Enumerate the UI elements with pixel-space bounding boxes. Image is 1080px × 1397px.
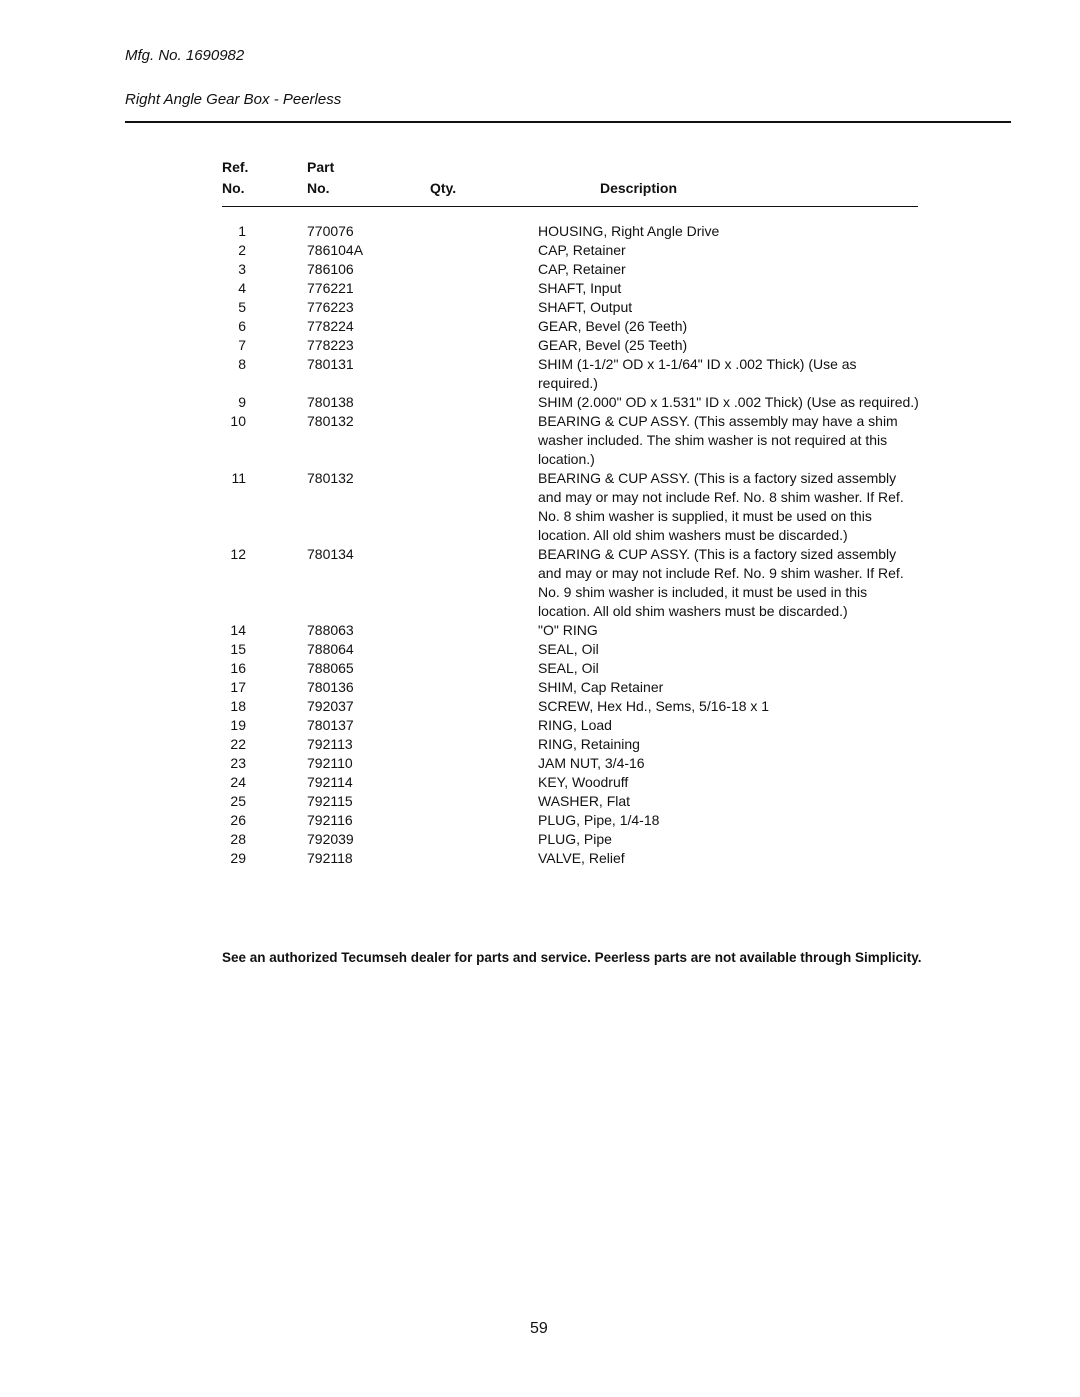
description: JAM NUT, 3/4-16 bbox=[538, 755, 645, 771]
parts-table bbox=[222, 222, 922, 868]
ref-number: 6 bbox=[238, 318, 246, 334]
description: SEAL, Oil bbox=[538, 660, 599, 676]
part-number: 778223 bbox=[307, 337, 354, 353]
part-number: 776223 bbox=[307, 299, 354, 315]
ref-number: 9 bbox=[238, 394, 246, 410]
description: "O" RING bbox=[538, 622, 598, 638]
part-number: 780131 bbox=[307, 356, 354, 372]
table-row bbox=[222, 412, 922, 469]
description: CAP, Retainer bbox=[538, 261, 626, 277]
table-row bbox=[222, 640, 922, 659]
part-number: 792118 bbox=[307, 850, 353, 866]
part-number: 770076 bbox=[307, 223, 354, 239]
description: RING, Load bbox=[538, 717, 612, 733]
ref-number: 11 bbox=[231, 470, 246, 486]
table-row bbox=[222, 260, 922, 279]
part-number: 786104A bbox=[307, 242, 364, 258]
part-number: 780132 bbox=[307, 470, 354, 486]
ref-number: 2 bbox=[238, 242, 246, 258]
description: VALVE, Relief bbox=[538, 850, 625, 866]
part-number: 780132 bbox=[307, 413, 354, 429]
part-number: 780137 bbox=[307, 717, 354, 733]
table-row bbox=[222, 336, 922, 355]
ref-number: 26 bbox=[230, 812, 246, 828]
part-number: 792115 bbox=[307, 793, 353, 809]
ref-number: 29 bbox=[230, 850, 246, 866]
description: SHIM (2.000" OD x 1.531" ID x .002 Thick) (Use as required.) bbox=[538, 394, 919, 410]
part-number: 792037 bbox=[307, 698, 354, 714]
part-number: 792110 bbox=[307, 755, 353, 771]
table-row bbox=[222, 222, 922, 241]
part-number: 792113 bbox=[307, 736, 353, 752]
part-number: 786106 bbox=[307, 261, 354, 277]
description: KEY, Woodruff bbox=[538, 774, 629, 790]
description: SHIM, Cap Retainer bbox=[538, 679, 664, 695]
table-row bbox=[222, 621, 922, 640]
description: RING, Retaining bbox=[538, 736, 640, 752]
part-number: 776221 bbox=[307, 280, 354, 296]
ref-number: 12 bbox=[230, 546, 246, 562]
table-row bbox=[222, 735, 922, 754]
ref-number: 16 bbox=[230, 660, 246, 676]
table-row bbox=[222, 716, 922, 735]
ref-number: 14 bbox=[230, 622, 246, 638]
ref-number: 23 bbox=[230, 755, 246, 771]
header-rule bbox=[125, 121, 1011, 123]
description: CAP, Retainer bbox=[538, 242, 626, 258]
description: GEAR, Bevel (25 Teeth) bbox=[538, 337, 688, 353]
table-row bbox=[222, 298, 922, 317]
ref-number: 10 bbox=[230, 413, 246, 429]
page-number: 59 bbox=[530, 1320, 548, 1337]
table-row bbox=[222, 792, 922, 811]
column-header-rule bbox=[222, 206, 918, 207]
part-header-line1: Part bbox=[307, 159, 335, 175]
table-row bbox=[222, 241, 922, 260]
ref-header-line1: Ref. bbox=[222, 159, 249, 175]
table-row bbox=[222, 697, 922, 716]
ref-number: 19 bbox=[230, 717, 246, 733]
part-number: 780136 bbox=[307, 679, 354, 695]
description: SHAFT, Input bbox=[538, 280, 622, 296]
ref-number: 24 bbox=[230, 774, 246, 790]
description: PLUG, Pipe bbox=[538, 831, 612, 847]
ref-number: 17 bbox=[230, 679, 246, 695]
part-number: 792039 bbox=[307, 831, 354, 847]
ref-number: 4 bbox=[238, 280, 246, 296]
section-title: Right Angle Gear Box - Peerless bbox=[125, 91, 342, 108]
description: HOUSING, Right Angle Drive bbox=[538, 223, 720, 239]
ref-number: 25 bbox=[230, 793, 246, 809]
table-row bbox=[222, 545, 922, 621]
part-number: 778224 bbox=[307, 318, 354, 334]
ref-number: 22 bbox=[230, 736, 246, 752]
ref-no-header bbox=[222, 157, 248, 199]
table-row bbox=[222, 317, 922, 336]
table-row bbox=[222, 469, 922, 545]
table-row bbox=[222, 811, 922, 830]
dealer-note: See an authorized Tecumseh dealer for parts and service. Peerless parts are not available through Simplicity. bbox=[222, 950, 922, 965]
ref-number: 28 bbox=[230, 831, 246, 847]
description: BEARING & CUP ASSY. (This assembly may have a shim washer included. The shim washer is not required at this location.) bbox=[538, 413, 898, 467]
table-row bbox=[222, 830, 922, 849]
ref-number: 18 bbox=[230, 698, 246, 714]
description: WASHER, Flat bbox=[538, 793, 631, 809]
ref-number: 3 bbox=[238, 261, 246, 277]
table-row bbox=[222, 355, 922, 393]
part-number: 788065 bbox=[307, 660, 354, 676]
part-number: 788063 bbox=[307, 622, 354, 638]
description: SHIM (1-1/2" OD x 1-1/64" ID x .002 Thick) (Use as required.) bbox=[538, 356, 857, 391]
part-header-line2: No. bbox=[307, 180, 330, 196]
description: PLUG, Pipe, 1/4-18 bbox=[538, 812, 660, 828]
table-row bbox=[222, 393, 922, 412]
description: SCREW, Hex Hd., Sems, 5/16-18 x 1 bbox=[538, 698, 770, 714]
table-row bbox=[222, 773, 922, 792]
table-row bbox=[222, 678, 922, 697]
description: SHAFT, Output bbox=[538, 299, 633, 315]
ref-number: 15 bbox=[230, 641, 246, 657]
table-row bbox=[222, 659, 922, 678]
ref-number: 1 bbox=[238, 223, 246, 239]
part-number: 788064 bbox=[307, 641, 354, 657]
table-row bbox=[222, 754, 922, 773]
ref-header-line2: No. bbox=[222, 180, 245, 196]
part-number: 780138 bbox=[307, 394, 354, 410]
part-number: 780134 bbox=[307, 546, 354, 562]
ref-number: 8 bbox=[238, 356, 246, 372]
part-number: 792116 bbox=[307, 812, 353, 828]
ref-number: 5 bbox=[238, 299, 246, 315]
description: BEARING & CUP ASSY. (This is a factory sized assembly and may or may not include Ref. No. 9 shim washer. If Ref. No. 9 shim washer is included, it must be used in this location. All old shim washers must be discarded.) bbox=[538, 546, 904, 619]
qty-header: Qty. bbox=[430, 180, 457, 196]
mfg-number: Mfg. No. 1690982 bbox=[125, 47, 245, 64]
description: BEARING & CUP ASSY. (This is a factory sized assembly and may or may not include Ref. No. 8 shim washer. If Ref. No. 8 shim washer is supplied, it must be used on this location. All old shim washers must be discarded.) bbox=[538, 470, 904, 543]
description-header: Description bbox=[600, 180, 678, 196]
part-no-header bbox=[307, 157, 334, 199]
ref-number: 7 bbox=[238, 337, 246, 353]
table-row bbox=[222, 279, 922, 298]
part-number: 792114 bbox=[307, 774, 353, 790]
table-row bbox=[222, 849, 922, 868]
description: SEAL, Oil bbox=[538, 641, 599, 657]
description: GEAR, Bevel (26 Teeth) bbox=[538, 318, 688, 334]
